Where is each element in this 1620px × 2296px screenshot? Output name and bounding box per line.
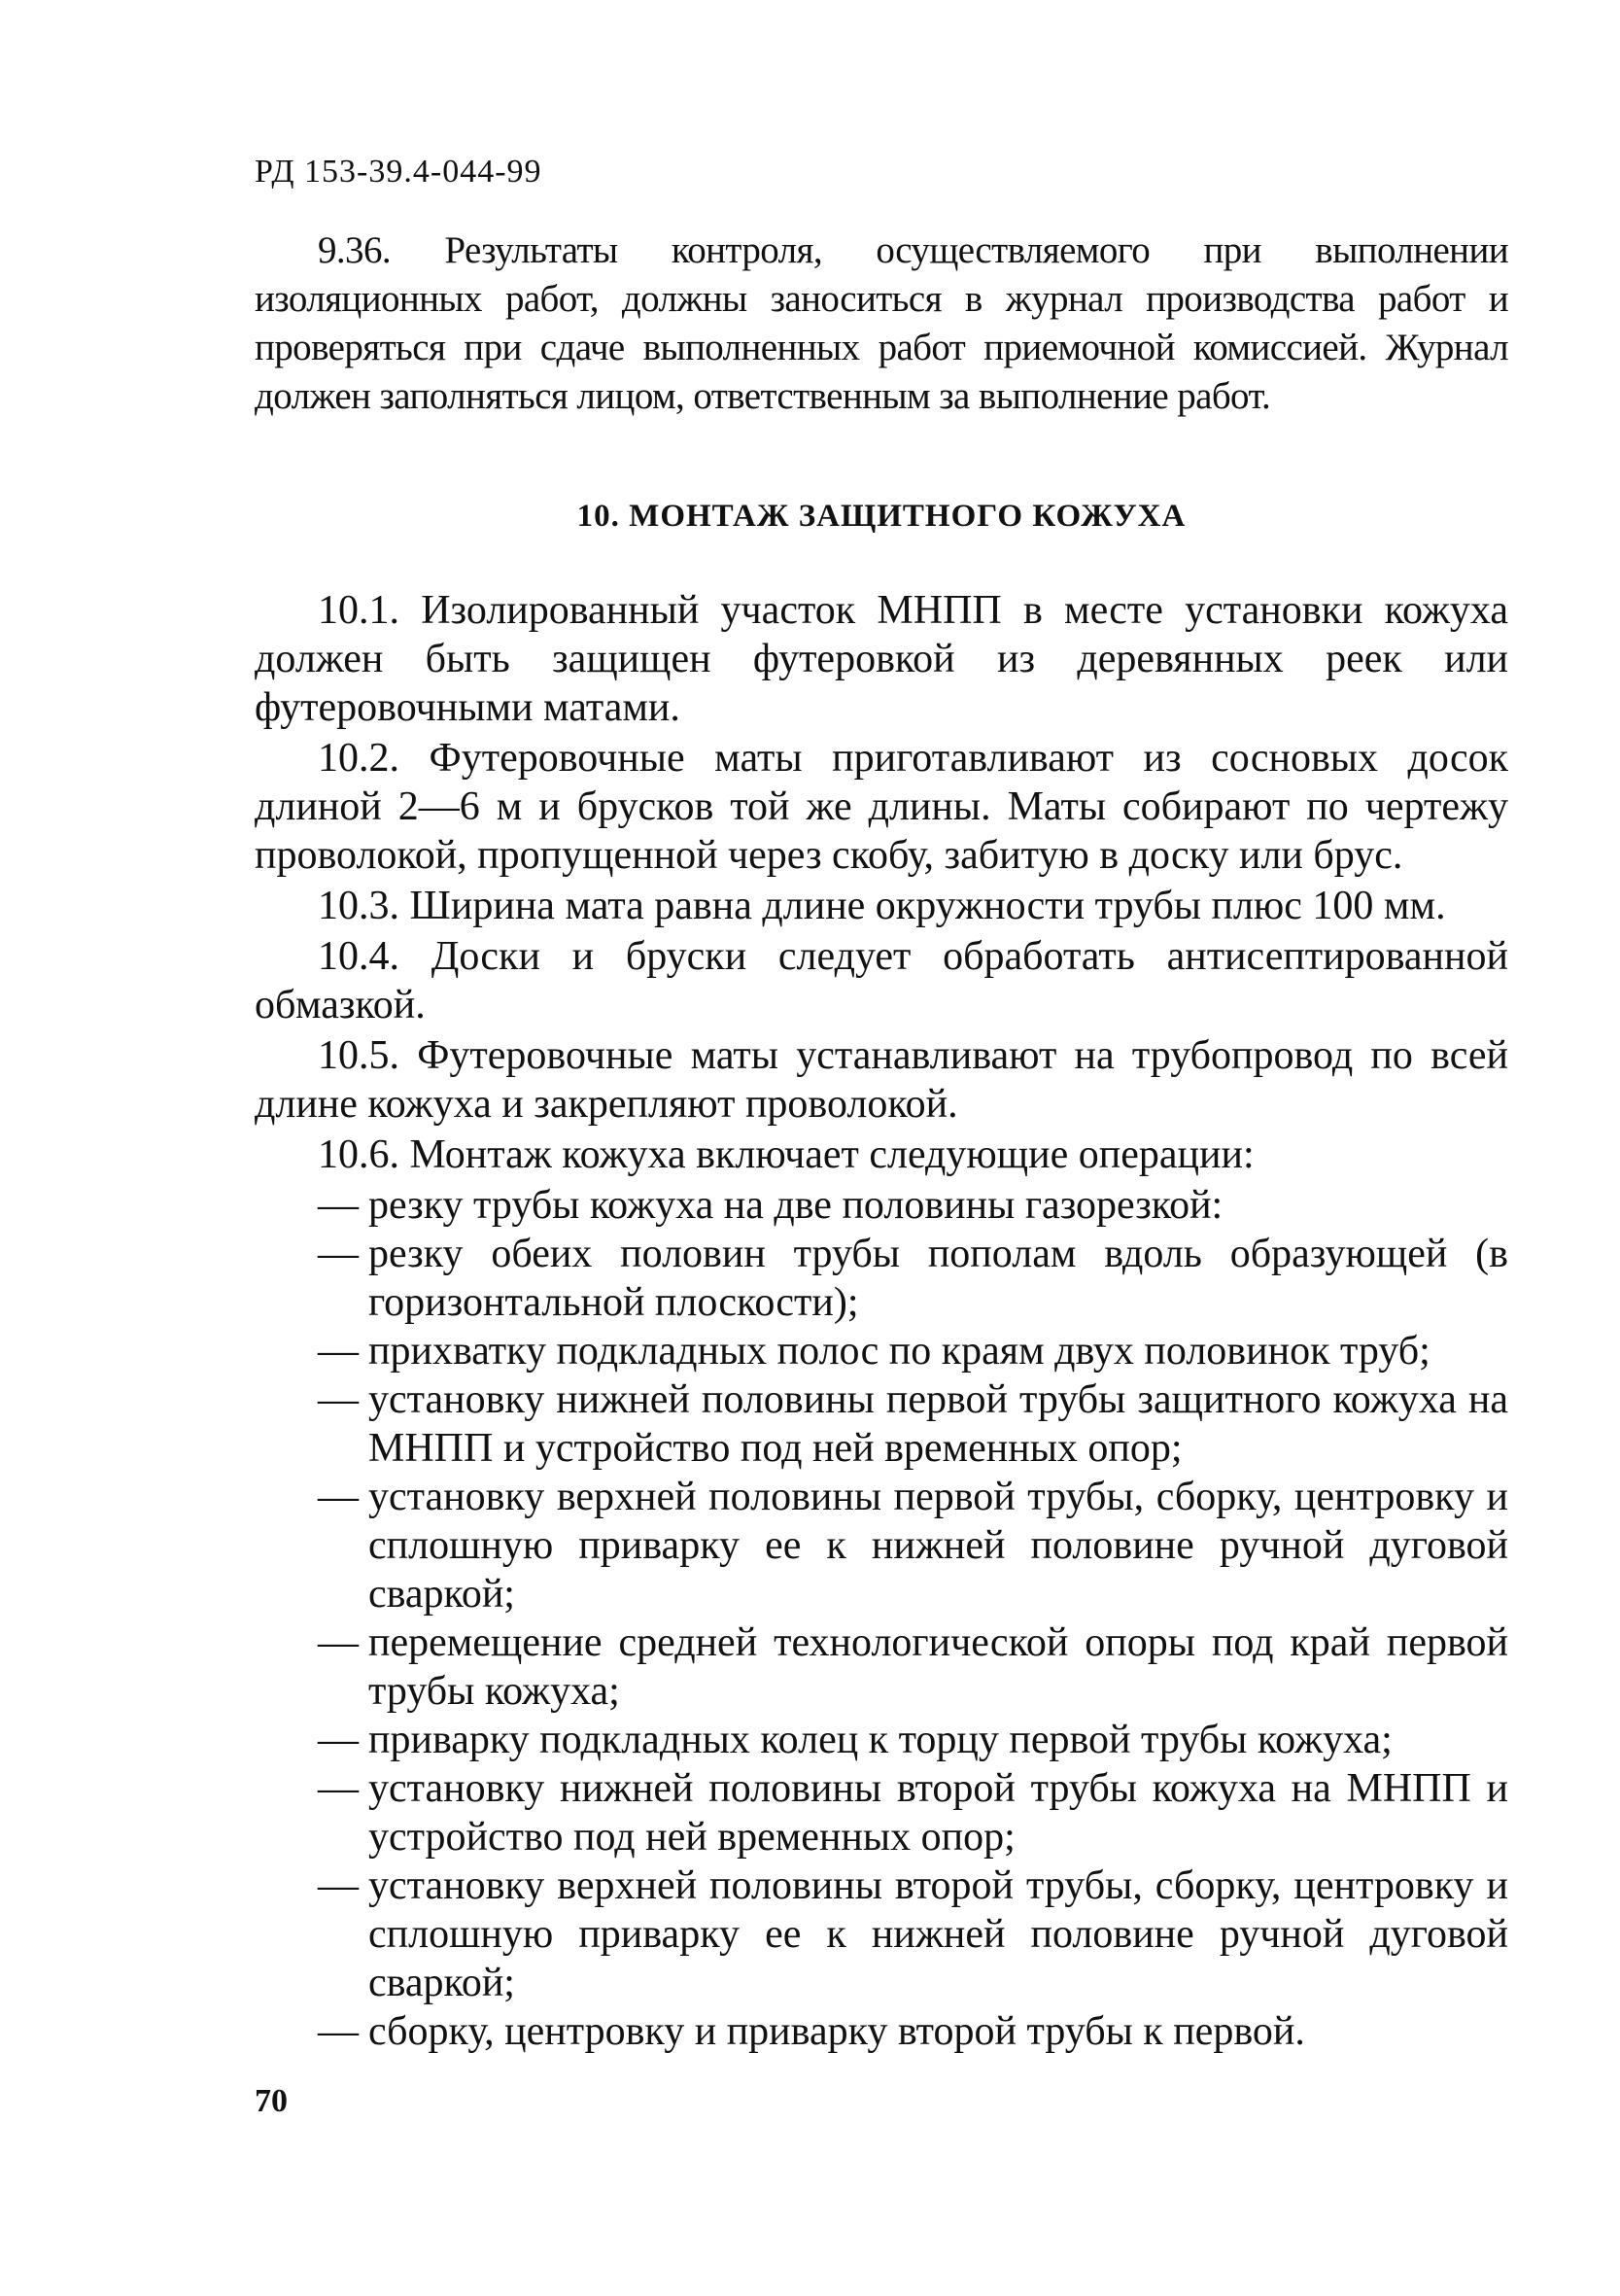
list-item-text: приварку подкладных колец к торцу первой трубы кожуха;	[368, 1718, 1393, 1762]
paragraph-10-3: 10.3. Ширина мата равна длине окружности трубы плюс 100 мм.	[318, 884, 1446, 928]
dash-marker: —	[318, 1620, 359, 1665]
operations-list	[255, 1181, 1508, 2056]
paragraph-10-1: 10.1. Изолированный участок МНПП в месте установки кожуха должен быть защищен футеровкой из деревянных реек или футеровочными матами.	[255, 588, 1508, 730]
list-item	[255, 1473, 1508, 1618]
paragraph-10-4: 10.4. Доски и бруски следует обработать антисептированной обмазкой.	[255, 934, 1508, 1027]
list-item-text: установку верхней половины первой трубы, сборку, центровку и сплошную приварку ее к нижней половине ручной дуговой сваркой;	[368, 1475, 1508, 1617]
paragraph-9-36: 9.36. Результаты контроля, осуществляемого при выполнении изоляционных работ, должны заноситься в журнал производства работ и проверяться при сдаче выполненных работ приемочной комиссией. Журнал должен заполняться лицом, ответственным за выполнение работ.	[255, 229, 1508, 417]
list-item-text: резку трубы кожуха на две половины газорезкой:	[368, 1183, 1224, 1228]
section-heading: 10. МОНТАЖ ЗАЩИТНОГО КОЖУХА	[576, 499, 1187, 534]
paragraph-10-2: 10.2. Футеровочные маты приготавливают из сосновых досок длиной 2—6 м и брусков той же длины. Маты собирают по чертежу проволокой, пропущенной через скобу, забитую в доску или брус.	[255, 736, 1508, 878]
dash-marker: —	[318, 1183, 359, 1228]
list-item-text: сборку, центровку и приварку второй трубы к первой.	[368, 2009, 1305, 2054]
list-item-text: установку верхней половины второй трубы, сборку, центровку и сплошную приварку ее к нижней половине ручной дуговой сваркой;	[368, 1863, 1508, 2005]
paragraph-10-6: 10.6. Монтаж кожуха включает следующие операции:	[318, 1132, 1255, 1177]
dash-marker: —	[318, 1475, 359, 1519]
list-item	[255, 1375, 1508, 1473]
document-code: РД 153-39.4-044-99	[255, 154, 542, 190]
dash-marker: —	[318, 2009, 359, 2054]
list-item-text: установку нижней половины второй трубы кожуха на МНПП и устройство под ней временных опор;	[368, 1766, 1508, 1860]
page-number: 70	[255, 2083, 288, 2119]
dash-marker: —	[318, 1377, 359, 1422]
list-item	[255, 1764, 1508, 1861]
dash-marker: —	[318, 1329, 359, 1374]
list-item	[255, 1230, 1508, 1327]
dash-marker: —	[318, 1718, 359, 1762]
dash-marker: —	[318, 1232, 359, 1276]
paragraph-10-5: 10.5. Футеровочные маты устанавливают на трубопровод по всей длине кожуха и закрепляют проволокой.	[255, 1033, 1508, 1127]
list-item	[255, 1618, 1508, 1716]
list-item	[255, 1181, 1508, 1230]
dash-marker: —	[318, 1863, 359, 1908]
list-item-text: установку нижней половины первой трубы защитного кожуха на МНПП и устройство под ней временных опор;	[368, 1377, 1508, 1471]
list-item-text: резку обеих половин трубы пополам вдоль образующей (в горизонтальной плоскости);	[368, 1232, 1508, 1325]
list-item	[255, 2007, 1508, 2056]
list-item-text: прихватку подкладных полос по краям двух половинок труб;	[368, 1329, 1430, 1374]
list-item-text: перемещение средней технологической опоры под край первой трубы кожуха;	[368, 1620, 1508, 1714]
list-item	[255, 1327, 1508, 1375]
list-item	[255, 1716, 1508, 1764]
list-item	[255, 1861, 1508, 2007]
section-10-body	[255, 586, 1508, 2056]
dash-marker: —	[318, 1766, 359, 1811]
